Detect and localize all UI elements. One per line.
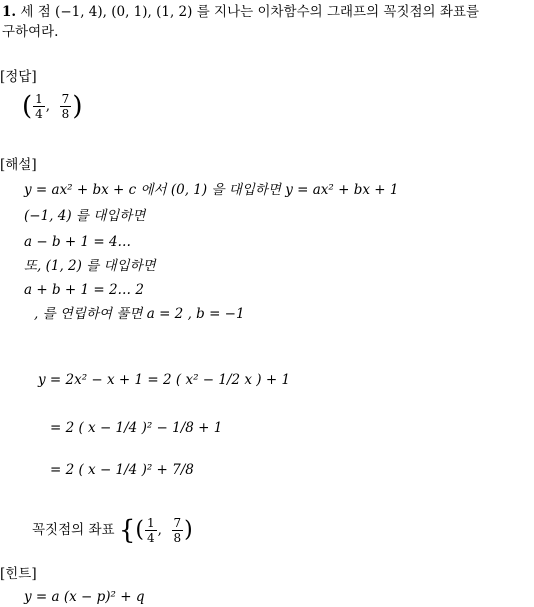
solution-line-6: , 를 연립하여 풀면 a = 2 , b = −1 [34,306,245,322]
hint-heading: [힌트] [0,566,37,582]
solution-heading: [해설] [0,157,37,173]
conclusion-y-fraction: $\frac{7}{8}$ [173,516,182,545]
solution-line-2: (−1, 4) 를 대입하면 [24,208,146,224]
solution-line-1: y = ax² + bx + c 에서 (0, 1) 을 대입하면 y = ax² + bx + 1 [24,182,399,198]
derivation-line-1: y = 2x² − x + 1 = 2 ( x² − 1/2 x ) + 1 [38,372,291,388]
problem-number: 1. [2,4,17,20]
answer-y-fraction: $\frac{7}{8}$ [61,92,70,121]
solution-line-4: 또, (1, 2) 를 대입하면 [24,258,156,274]
conclusion-label: 꼭짓점의 좌표 [32,522,115,538]
answer-heading: [정답] [0,69,37,85]
problem-line-1 [2,2,479,22]
derivation-line-2: = 2 ( x − 1/4 )² − 1/8 + 1 [50,420,223,436]
conclusion-x-fraction: $\frac{1}{4}$ [146,516,155,545]
problem-text-1: 세 점 (−1, 4), (0, 1), (1, 2) 를 지나는 이차함수의 그래프의 꼭짓점의 좌표를 [20,4,479,20]
derivation-line-3: = 2 ( x − 1/4 )² + 7/8 [50,462,194,478]
hint-formula: y = a (x − p)² + q [24,589,145,605]
conclusion: 꼭짓점의 좌표 {( $\frac{1}{4}$ , $\frac{7}{8}$ ) [32,515,193,546]
problem-line-2: 구하여라. [2,24,59,40]
answer-value: ( $\frac{1}{4}$ , $\frac{7}{8}$ ) [22,91,83,122]
solution-line-5: a + b + 1 = 2… 2 [24,282,144,298]
answer-x-fraction: $\frac{1}{4}$ [35,92,43,121]
solution-line-3: a − b + 1 = 4… [24,234,132,250]
